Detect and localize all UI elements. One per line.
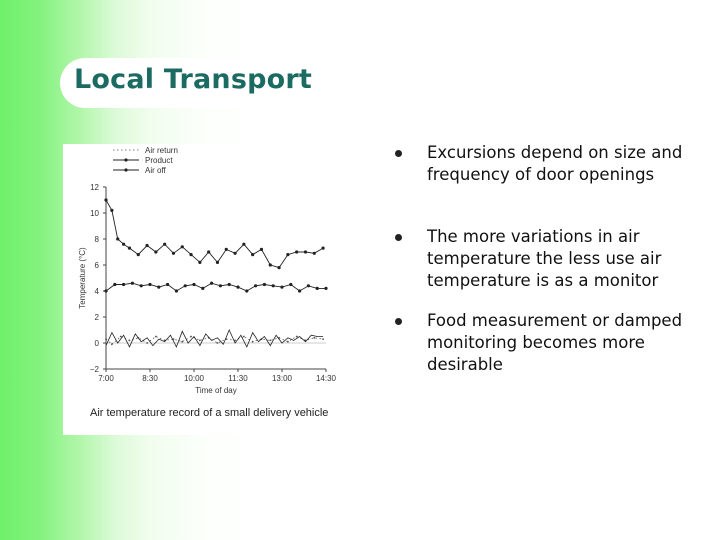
chart-series <box>104 198 327 347</box>
data-point-air-off <box>145 244 148 247</box>
data-point-air-off <box>313 252 316 255</box>
bullet-text: The more variations in air temperature the less use air temperature is as a monitor <box>427 227 662 290</box>
data-point-air-off <box>260 248 263 251</box>
data-point-air-return <box>287 341 289 343</box>
data-point-air-off <box>181 245 184 248</box>
data-point-air-return <box>269 340 271 342</box>
data-point-product <box>113 283 116 286</box>
chart-axes <box>78 183 337 395</box>
x-tick-label: 13:00 <box>271 374 293 383</box>
data-point-product <box>175 289 178 292</box>
data-point-product <box>245 289 248 292</box>
temperature-chart <box>63 144 358 435</box>
y-tick-label: −2 <box>89 365 99 374</box>
bullet-dot-icon <box>395 150 402 157</box>
x-tick-label: 11:30 <box>228 374 248 383</box>
data-point-air-return <box>296 336 298 338</box>
data-point-product <box>219 284 222 287</box>
bullet-dot-icon <box>395 234 402 241</box>
data-point-product <box>228 283 231 286</box>
data-point-air-off <box>233 252 236 255</box>
data-point-product <box>289 283 292 286</box>
bullet-dot-icon <box>395 318 402 325</box>
y-tick-label: 0 <box>94 339 99 348</box>
data-point-product <box>324 287 327 290</box>
data-point-air-return <box>313 337 315 339</box>
data-point-product <box>272 284 275 287</box>
data-point-product <box>166 283 169 286</box>
data-point-air-return <box>252 341 254 343</box>
data-point-product <box>263 283 266 286</box>
data-point-air-off <box>172 252 175 255</box>
y-tick-label: 12 <box>90 183 99 192</box>
data-point-air-off <box>277 266 280 269</box>
data-point-product <box>122 283 125 286</box>
data-point-product <box>316 287 319 290</box>
data-point-air-return <box>199 340 201 342</box>
data-point-air-off <box>216 261 219 264</box>
data-point-product <box>201 287 204 290</box>
data-point-product <box>184 284 187 287</box>
x-tick-label: 8:30 <box>142 374 158 383</box>
data-point-air-off <box>207 250 210 253</box>
data-point-air-off <box>154 250 157 253</box>
data-point-air-off <box>189 253 192 256</box>
x-tick-label: 14:30 <box>315 374 337 383</box>
slide-title: Local Transport <box>74 64 313 95</box>
data-point-product <box>298 289 301 292</box>
data-point-product <box>307 284 310 287</box>
data-point-air-return <box>146 342 148 344</box>
chart-panel <box>63 144 358 435</box>
data-point-product <box>140 284 143 287</box>
y-tick-label: 2 <box>94 313 99 322</box>
data-point-air-return <box>120 336 122 338</box>
data-point-product <box>131 282 134 285</box>
data-point-air-off <box>104 198 107 201</box>
y-tick-label: 4 <box>94 287 99 296</box>
data-point-product <box>236 286 239 289</box>
data-point-air-return <box>243 336 245 338</box>
legend-marker-air-off <box>124 168 127 171</box>
data-point-air-off <box>225 248 228 251</box>
data-point-air-off <box>304 250 307 253</box>
data-point-air-return <box>111 343 113 345</box>
data-point-air-return <box>190 336 192 338</box>
data-point-air-return <box>181 341 183 343</box>
data-point-air-off <box>116 237 119 240</box>
x-tick-label: 7:00 <box>98 374 114 383</box>
bullet-text: Food measurement or damped monitoring becomes more desirable <box>427 311 683 374</box>
data-point-product <box>148 283 151 286</box>
y-axis-label: Temperature (°C) <box>78 247 87 309</box>
data-point-air-off <box>137 253 140 256</box>
legend-label-air-off: Air off <box>145 166 166 175</box>
data-point-air-off <box>122 243 125 246</box>
data-point-product <box>254 284 257 287</box>
chart-legend <box>113 146 178 175</box>
data-point-product <box>104 289 107 292</box>
legend-marker-product <box>124 158 127 161</box>
data-point-product <box>210 282 213 285</box>
data-point-product <box>192 283 195 286</box>
data-point-air-off <box>128 247 131 250</box>
data-point-air-return <box>105 338 107 340</box>
x-tick-label: 10:00 <box>183 374 205 383</box>
x-axis-label: Time of day <box>195 386 237 395</box>
series-line-product <box>106 283 326 291</box>
data-point-air-return <box>217 342 219 344</box>
data-point-air-off <box>163 243 166 246</box>
data-point-product <box>157 286 160 289</box>
data-point-air-return <box>129 340 131 342</box>
y-tick-label: 8 <box>94 235 99 244</box>
series-line-air-off <box>106 200 323 268</box>
legend-label-product: Product <box>145 156 173 165</box>
data-point-air-off <box>198 261 201 264</box>
data-point-air-off <box>251 253 254 256</box>
data-point-air-return <box>322 338 324 340</box>
data-point-air-off <box>242 243 245 246</box>
data-point-air-off <box>269 263 272 266</box>
series-line-fluctuation <box>106 330 323 347</box>
y-tick-label: 10 <box>90 209 99 218</box>
bullet-text: Excursions depend on size and frequency of door openings <box>427 143 683 184</box>
legend-label-air-return: Air return <box>145 146 178 155</box>
data-point-air-off <box>295 250 298 253</box>
data-point-air-off <box>286 253 289 256</box>
y-tick-label: 6 <box>94 261 99 270</box>
chart-caption: Air temperature record of a small delivery vehicle <box>90 407 329 419</box>
data-point-air-off <box>110 209 113 212</box>
data-point-product <box>280 286 283 289</box>
data-point-air-return <box>155 336 157 338</box>
data-point-air-off <box>321 247 324 250</box>
